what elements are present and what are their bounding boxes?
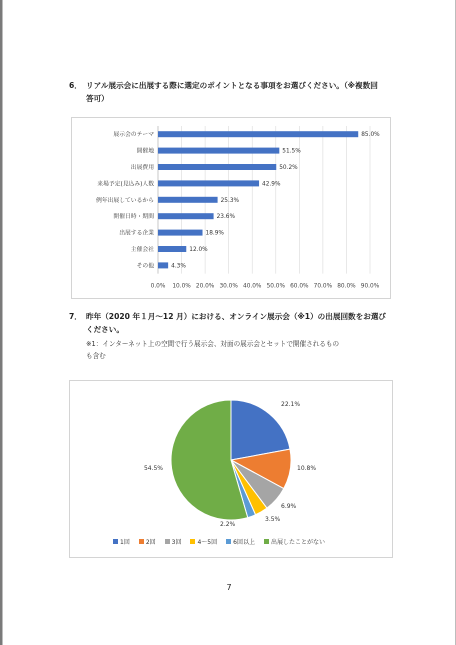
category-label: 出展費用 bbox=[130, 165, 154, 171]
document-page bbox=[2, 0, 456, 645]
pie-chart-frame bbox=[69, 380, 393, 558]
data-label: 50.2% bbox=[279, 165, 298, 171]
x-tick-label: 40.0% bbox=[243, 283, 262, 290]
bar bbox=[158, 213, 214, 219]
question-7-note-line1: ※1：インターネット上の空間で行う展示会、対面の展示会とセットで開催されるもの bbox=[86, 340, 340, 348]
bar-chart-frame bbox=[71, 117, 391, 299]
legend-swatch bbox=[165, 539, 170, 544]
legend-entry bbox=[190, 537, 217, 546]
category-label: その他 bbox=[136, 263, 154, 270]
legend-entry bbox=[264, 537, 325, 546]
category-label: 出展する企業 bbox=[119, 230, 154, 237]
legend-swatch bbox=[190, 539, 195, 544]
slice-label: 6.9% bbox=[281, 503, 297, 510]
slice-label: 22.1% bbox=[281, 401, 301, 408]
data-label: 4.3% bbox=[171, 263, 186, 270]
legend-label: 2回 bbox=[145, 539, 156, 546]
category-label: 開催地 bbox=[136, 148, 154, 155]
question-7-title-line1: 昨年（2020 年１月～12 月）における、オンライン展示会（※1）の出展回数をお選び bbox=[86, 312, 387, 321]
legend-label: 6回以上 bbox=[233, 539, 255, 546]
legend-entry bbox=[139, 537, 156, 546]
data-label: 42.9% bbox=[262, 181, 281, 188]
slice-label: 54.5% bbox=[143, 465, 163, 472]
bar-chart bbox=[72, 118, 390, 298]
data-label: 12.0% bbox=[189, 247, 208, 253]
legend-label: 1回 bbox=[120, 539, 130, 546]
question-7-number: 7． bbox=[69, 312, 82, 321]
x-tick-label: 50.0% bbox=[266, 283, 285, 290]
legend-swatch bbox=[226, 539, 231, 544]
x-tick-label: 10.0% bbox=[172, 283, 191, 290]
question-7-title-line2: ください。 bbox=[86, 325, 124, 334]
data-label: 25.3% bbox=[220, 197, 240, 204]
pie-chart bbox=[70, 381, 392, 536]
question-6-title-line2: 答可） bbox=[86, 94, 109, 103]
legend-entry bbox=[165, 537, 182, 546]
x-tick-label: 20.0% bbox=[195, 283, 215, 290]
x-tick-label: 60.0% bbox=[290, 283, 309, 290]
x-tick-label: 90.0% bbox=[360, 283, 380, 290]
bar bbox=[158, 230, 203, 236]
category-label: 例年出展しているから bbox=[96, 197, 154, 204]
category-label: 展示会のテーマ bbox=[113, 132, 154, 139]
data-label: 23.6% bbox=[216, 214, 236, 221]
slice-label: 2.2% bbox=[220, 521, 236, 528]
data-label: 18.9% bbox=[205, 230, 224, 237]
legend-swatch bbox=[139, 539, 144, 544]
x-tick-label: 80.0% bbox=[337, 283, 356, 290]
legend-label: 3回 bbox=[171, 539, 182, 546]
data-label: 85.0% bbox=[361, 132, 380, 139]
x-tick-label: 30.0% bbox=[219, 283, 238, 290]
legend-label: 4～5回 bbox=[197, 539, 218, 546]
slice-label: 10.8% bbox=[297, 465, 317, 472]
x-tick-label: 70.0% bbox=[313, 283, 333, 290]
bar bbox=[158, 262, 168, 268]
legend-swatch bbox=[113, 539, 118, 544]
question-7-note-line2: も含む bbox=[86, 352, 106, 360]
legend-entry bbox=[226, 537, 255, 546]
legend-swatch bbox=[264, 539, 269, 544]
bar bbox=[158, 131, 358, 137]
bar bbox=[158, 164, 276, 170]
category-label: 開催日時・期間 bbox=[113, 214, 154, 221]
bar bbox=[158, 246, 186, 252]
legend-label: 出展したことがない bbox=[270, 539, 325, 546]
x-tick-label: 0.0% bbox=[150, 283, 166, 290]
data-label: 51.5% bbox=[282, 148, 301, 155]
bar bbox=[158, 180, 259, 186]
slice-label: 3.5% bbox=[265, 516, 281, 523]
legend-entry bbox=[113, 537, 130, 546]
bar bbox=[158, 197, 218, 203]
bar bbox=[158, 148, 279, 154]
question-6-title-line1: リアル展示会に出展する際に選定のポイントとなる事項をお選びください。（※複数回 bbox=[86, 81, 378, 90]
pie-legend bbox=[113, 537, 325, 546]
category-label: 来場予定(見込み)人数 bbox=[97, 181, 154, 188]
category-label: 主催会社 bbox=[130, 247, 154, 253]
page-number: 7 bbox=[226, 583, 232, 592]
question-6-number: 6． bbox=[69, 81, 82, 90]
